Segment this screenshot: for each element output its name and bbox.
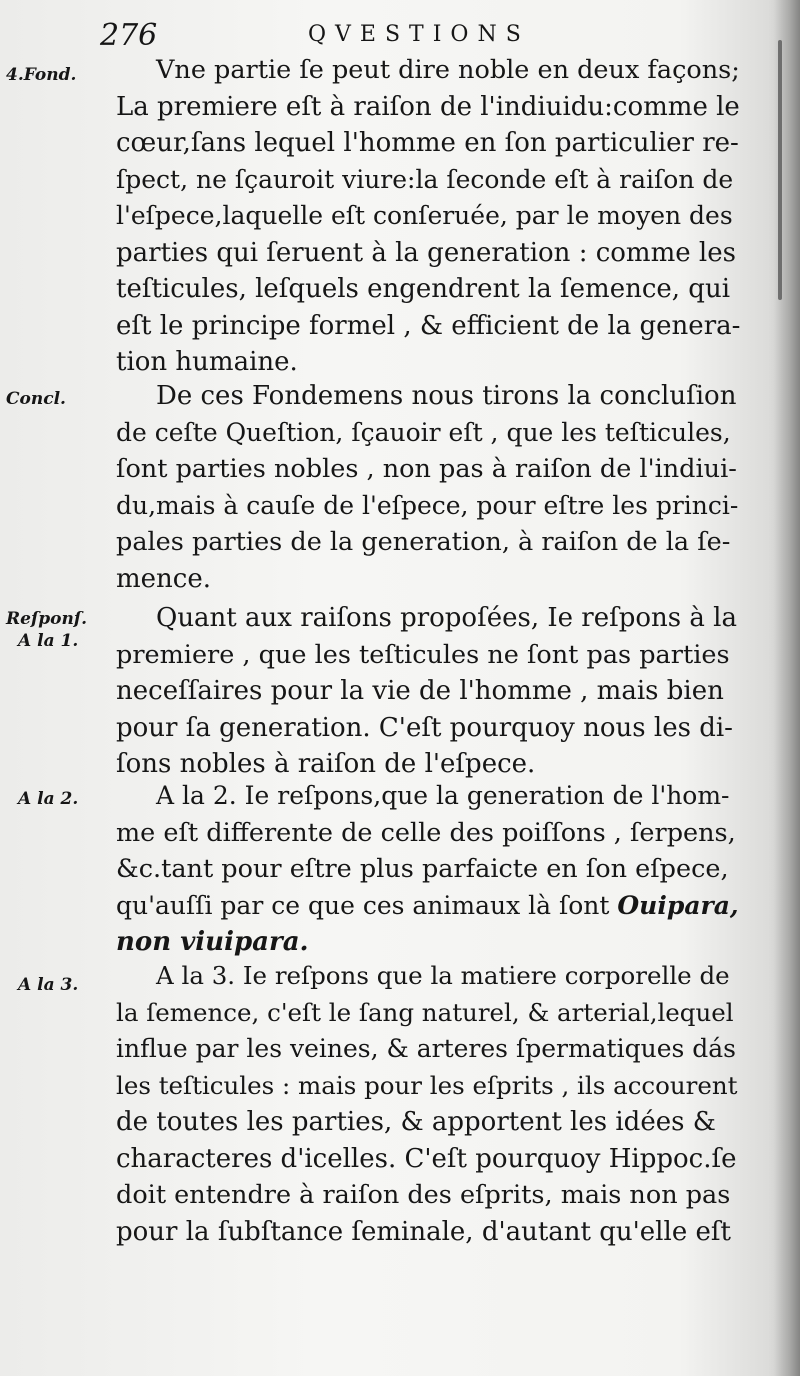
text-line: La premiere eſt à raiſon de l'indiuidu:comme le [116, 91, 740, 122]
text-line: Quant aux raiſons propoſées, Ie reſpons à la [156, 603, 737, 633]
text-line: la ſemence, c'eſt le ſang naturel, & arterial,lequel [116, 997, 734, 1027]
text-line: ſons nobles à raiſon de l'eſpece. [116, 749, 536, 779]
text-line: A la 3. Ie reſpons que la matiere corporelle de [156, 961, 730, 990]
margin-note: A la 1. [18, 631, 79, 651]
paragraph-text [116, 600, 740, 783]
text-line: eſt le principe formel , & efficient de la genera- [116, 310, 741, 341]
margin-note: A la 3. [18, 975, 79, 995]
text-line: &c.tant pour eſtre plus parfaicte en ſon eſpece, [116, 854, 729, 884]
text-line: me eſt differente de celle des poiſſons , ſerpens, [116, 817, 736, 848]
text-line: A la 2. Ie reſpons,que la generation de l'hom- [156, 781, 730, 810]
text-line: neceſſaires pour la vie de l'homme , mais bien [116, 676, 724, 706]
text-line: tion humaine. [116, 347, 298, 377]
text-line: pour la ſubſtance ſeminale, d'autant qu'elle eſt [116, 1216, 731, 1247]
margin-note: 4.Fond. [6, 65, 77, 85]
text-line: parties qui ſeruent à la generation : comme les [116, 237, 736, 268]
text-line: les teſticules : mais pour les eſprits , ils accourent [116, 1070, 738, 1100]
page-edge-crease [778, 40, 782, 300]
text-line: non viuipara. [116, 927, 309, 957]
paragraph-text [116, 378, 740, 597]
text-line: doit entendre à raiſon des eſprits, mais non pas [116, 1180, 731, 1210]
text-line: l'eſpece,laquelle eſt conſeruée, par le moyen des [116, 201, 733, 230]
text-line: ſont parties nobles , non pas à raiſon de l'indiui- [116, 454, 737, 484]
text-line: de ceſte Queſtion, ſçauoir eſt , que les teſticules, [116, 417, 731, 447]
margin-note: Concl. [6, 389, 66, 409]
paragraph-text [116, 958, 740, 1250]
text-fragment: qu'auſſi par ce que ces animaux là ſont [116, 890, 618, 920]
text-line: pour ſa generation. C'eſt pourquoy nous les di- [116, 712, 733, 743]
text-line: cœur,ſans lequel l'homme en ſon particulier re- [116, 128, 739, 158]
margin-note: A la 2. [18, 789, 79, 809]
running-title: QVESTIONS [308, 22, 530, 47]
text-line: De ces Fondemens nous tirons la concluſion [156, 381, 737, 411]
text-line: de toutes les parties, & apportent les idées & [116, 1107, 716, 1137]
text-line: teſticules, leſquels engendrent la ſemence, qui [116, 274, 731, 304]
text-line: mence. [116, 563, 211, 594]
page-header [100, 18, 740, 52]
text-line: pales parties de la generation, à raiſon de la ſe- [116, 527, 731, 557]
margin-note: Reſponſ. [6, 609, 88, 629]
text-line: characteres d'icelles. C'eſt pourquoy Hippoc.ſe [116, 1143, 737, 1174]
text-line: ſpect, ne ſçauroit viure:la ſeconde eſt à raiſon de [116, 164, 734, 194]
paragraph-text [116, 52, 740, 381]
page-number: 276 [100, 18, 158, 53]
text-line: Vne partie ſe peut dire noble en deux façons; [156, 55, 740, 85]
text-line: influe par les veines, & arteres ſpermatiques dás [116, 1034, 737, 1063]
text-line [116, 888, 740, 925]
text-line: premiere , que les teſticules ne ſont pas parties [116, 639, 730, 670]
text-line: du,mais à cauſe de l'eſpece, pour eſtre les princi- [116, 490, 739, 520]
paragraph-text [116, 778, 740, 961]
italic-term: Ouipara, [617, 890, 739, 920]
